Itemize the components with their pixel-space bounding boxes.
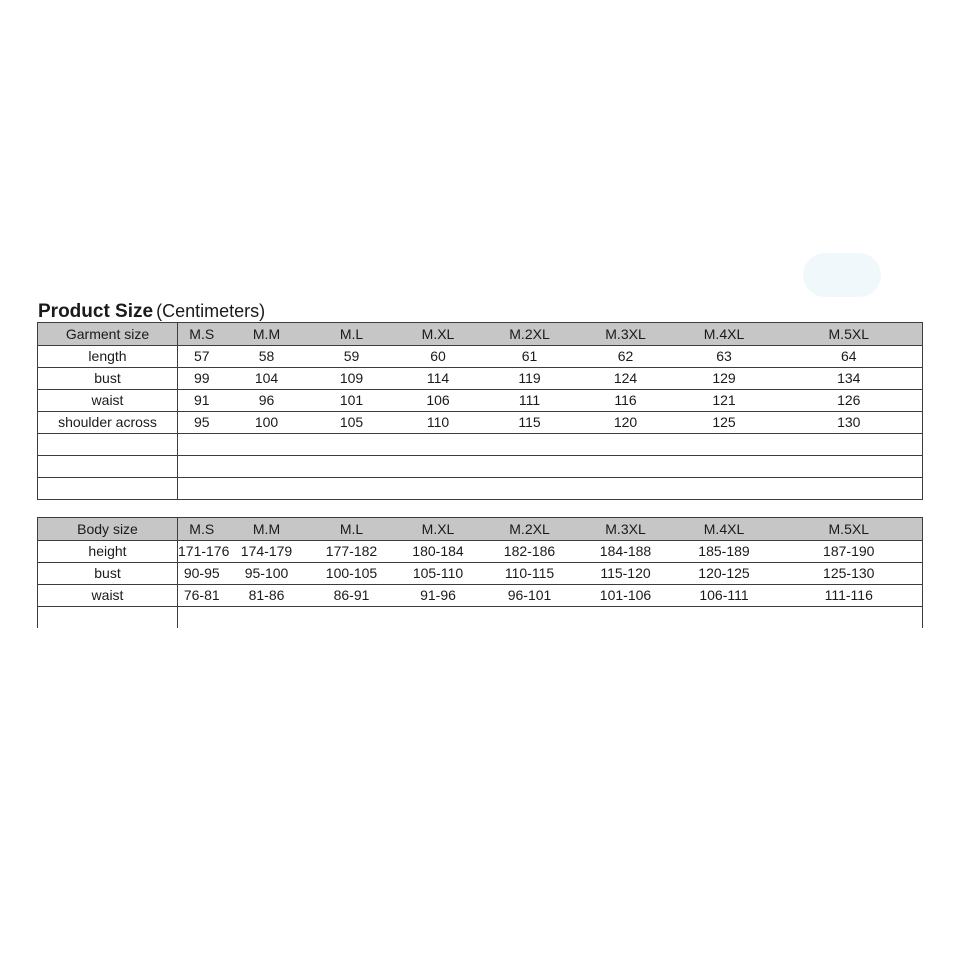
table-cell: 110-115 <box>481 563 579 585</box>
table-cell: 111 <box>481 390 579 412</box>
empty-label-cell <box>38 434 178 456</box>
row-label: bust <box>38 368 178 390</box>
table-cell: 59 <box>308 346 396 368</box>
table-cell: 100 <box>226 412 308 434</box>
table-cell: 120 <box>579 412 673 434</box>
empty-row <box>38 607 923 629</box>
size-header: M.S <box>178 518 226 541</box>
table-cell: 171-176 <box>178 541 226 563</box>
size-header: M.XL <box>396 518 481 541</box>
table-cell: 125 <box>673 412 776 434</box>
body-size-table <box>37 517 923 628</box>
size-header: M.2XL <box>481 518 579 541</box>
table-cell: 96-101 <box>481 585 579 607</box>
empty-label-cell <box>38 478 178 500</box>
table-cell: 105-110 <box>396 563 481 585</box>
title-text: Product Size <box>38 301 154 322</box>
table-cell: 130 <box>776 412 923 434</box>
size-header: M.3XL <box>579 518 673 541</box>
table-cell: 124 <box>579 368 673 390</box>
table-cell: 91 <box>178 390 226 412</box>
size-header: M.5XL <box>776 323 923 346</box>
table-row <box>38 563 923 585</box>
table-cell: 60 <box>396 346 481 368</box>
table-cell: 62 <box>579 346 673 368</box>
table-cell: 134 <box>776 368 923 390</box>
table-cell: 76-81 <box>178 585 226 607</box>
table-cell: 121 <box>673 390 776 412</box>
empty-row <box>38 456 923 478</box>
size-header: M.2XL <box>481 323 579 346</box>
table-cell: 184-188 <box>579 541 673 563</box>
size-header: M.XL <box>396 323 481 346</box>
table-cell: 120-125 <box>673 563 776 585</box>
table-cell: 116 <box>579 390 673 412</box>
row-label: length <box>38 346 178 368</box>
row-label: waist <box>38 390 178 412</box>
table-cell: 86-91 <box>308 585 396 607</box>
row-label: waist <box>38 585 178 607</box>
header-label: Body size <box>38 518 178 541</box>
table-cell: 63 <box>673 346 776 368</box>
empty-value-cell <box>178 434 923 456</box>
table-header-row <box>38 518 923 541</box>
size-header: M.S <box>178 323 226 346</box>
row-label: height <box>38 541 178 563</box>
table-cell: 182-186 <box>481 541 579 563</box>
size-header: M.5XL <box>776 518 923 541</box>
table-cell: 61 <box>481 346 579 368</box>
table-cell: 95-100 <box>226 563 308 585</box>
table-cell: 187-190 <box>776 541 923 563</box>
row-label: bust <box>38 563 178 585</box>
table-row <box>38 346 923 368</box>
row-label: shoulder across <box>38 412 178 434</box>
table-cell: 125-130 <box>776 563 923 585</box>
size-header: M.L <box>308 323 396 346</box>
table-row <box>38 412 923 434</box>
table-row <box>38 541 923 563</box>
table-cell: 95 <box>178 412 226 434</box>
empty-value-cell <box>178 456 923 478</box>
table-cell: 174-179 <box>226 541 308 563</box>
table-cell: 100-105 <box>308 563 396 585</box>
table-cell: 129 <box>673 368 776 390</box>
table-cell: 104 <box>226 368 308 390</box>
table-cell: 64 <box>776 346 923 368</box>
table-cell: 114 <box>396 368 481 390</box>
table-cell: 96 <box>226 390 308 412</box>
header-label: Garment size <box>38 323 178 346</box>
table-cell: 185-189 <box>673 541 776 563</box>
table-cell: 180-184 <box>396 541 481 563</box>
table-row <box>38 390 923 412</box>
table-cell: 110 <box>396 412 481 434</box>
size-header: M.L <box>308 518 396 541</box>
table-header-row <box>38 323 923 346</box>
empty-value-cell <box>178 478 923 500</box>
empty-row <box>38 478 923 500</box>
size-header: M.4XL <box>673 323 776 346</box>
table-cell: 105 <box>308 412 396 434</box>
empty-label-cell <box>38 607 178 629</box>
page-title <box>38 300 265 324</box>
table-cell: 99 <box>178 368 226 390</box>
table-cell: 115 <box>481 412 579 434</box>
table-cell: 101-106 <box>579 585 673 607</box>
table-cell: 91-96 <box>396 585 481 607</box>
empty-label-cell <box>38 456 178 478</box>
table-cell: 101 <box>308 390 396 412</box>
table-cell: 106-111 <box>673 585 776 607</box>
table-cell: 115-120 <box>579 563 673 585</box>
size-header: M.M <box>226 518 308 541</box>
table-row <box>38 368 923 390</box>
empty-row <box>38 434 923 456</box>
size-header: M.4XL <box>673 518 776 541</box>
table-cell: 111-116 <box>776 585 923 607</box>
garment-size-table <box>37 322 923 500</box>
title-unit: (Centimeters) <box>156 301 266 321</box>
table-cell: 57 <box>178 346 226 368</box>
table-cell: 106 <box>396 390 481 412</box>
table-cell: 126 <box>776 390 923 412</box>
table-cell: 119 <box>481 368 579 390</box>
table-cell: 58 <box>226 346 308 368</box>
table-cell: 81-86 <box>226 585 308 607</box>
size-header: M.M <box>226 323 308 346</box>
table-cell: 109 <box>308 368 396 390</box>
size-header: M.3XL <box>579 323 673 346</box>
table-row <box>38 585 923 607</box>
table-cell: 90-95 <box>178 563 226 585</box>
table-cell: 177-182 <box>308 541 396 563</box>
empty-value-cell <box>178 607 923 629</box>
decorative-blob <box>803 253 881 297</box>
